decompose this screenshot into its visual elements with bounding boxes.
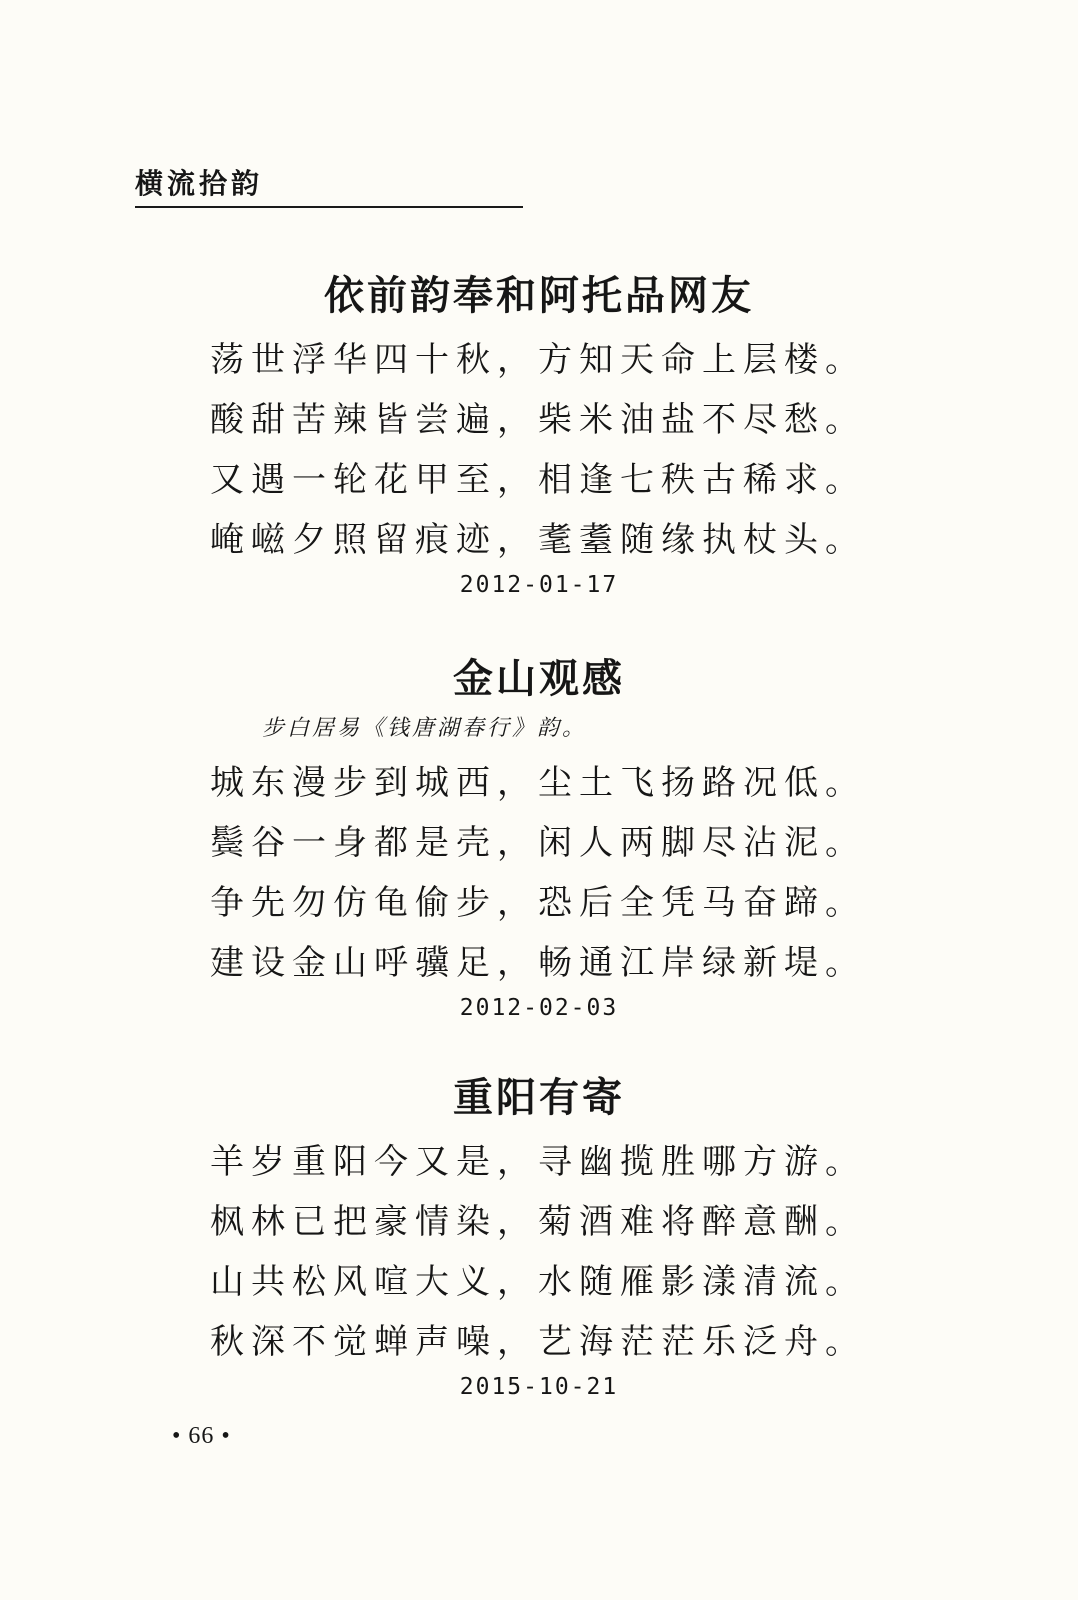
poem-date: 2012-01-17 [459, 572, 619, 598]
poem-title: 重阳有寄 [453, 1074, 625, 1121]
poem-line: 山共松风喧大义，水随雁影漾清流。 [210, 1262, 866, 1302]
poem-line: 枫林已把豪情染，菊酒难将醉意酬。 [210, 1202, 866, 1242]
running-head: 横流拾韵 [135, 167, 264, 200]
page-number: • 66 • [172, 1423, 231, 1449]
poem-line: 荡世浮华四十秋，方知天命上层楼。 [210, 340, 866, 380]
poem-2 [0, 653, 1078, 1021]
poem-date: 2015-10-21 [459, 1374, 619, 1400]
poem-line: 羊岁重阳今又是，寻幽揽胜哪方游。 [210, 1142, 866, 1182]
poem-lines [210, 330, 870, 570]
poem-note: 步白居易《钱唐湖春行》韵。 [262, 716, 588, 741]
poem-line: 又遇一轮花甲至，相逢七秩古稀求。 [210, 460, 866, 500]
poem-lines [210, 753, 870, 993]
poem-line: 崦嵫夕照留痕迹，耄耋随缘执杖头。 [210, 520, 866, 560]
poem-date: 2012-02-03 [459, 995, 619, 1021]
poem-line: 酸甜苦辣皆尝遍，柴米油盐不尽愁。 [210, 400, 866, 440]
poem-lines [210, 1132, 870, 1372]
poem-line: 秋深不觉蝉声噪，艺海茫茫乐泛舟。 [210, 1322, 866, 1362]
poem-line: 争先勿仿龟偷步，恐后全凭马奋蹄。 [210, 883, 866, 923]
poem-line: 城东漫步到城西，尘土飞扬路况低。 [210, 763, 866, 803]
poem-title: 依前韵奉和阿托品网友 [324, 272, 754, 319]
poem-title: 金山观感 [453, 655, 625, 702]
poem-3 [0, 1072, 1078, 1400]
poem-line: 鬓谷一身都是壳，闲人两脚尽沾泥。 [210, 823, 866, 863]
running-head-rule [135, 206, 523, 208]
poem-1 [0, 270, 1078, 598]
poem-line: 建设金山呼骥足，畅通江岸绿新堤。 [210, 943, 866, 983]
